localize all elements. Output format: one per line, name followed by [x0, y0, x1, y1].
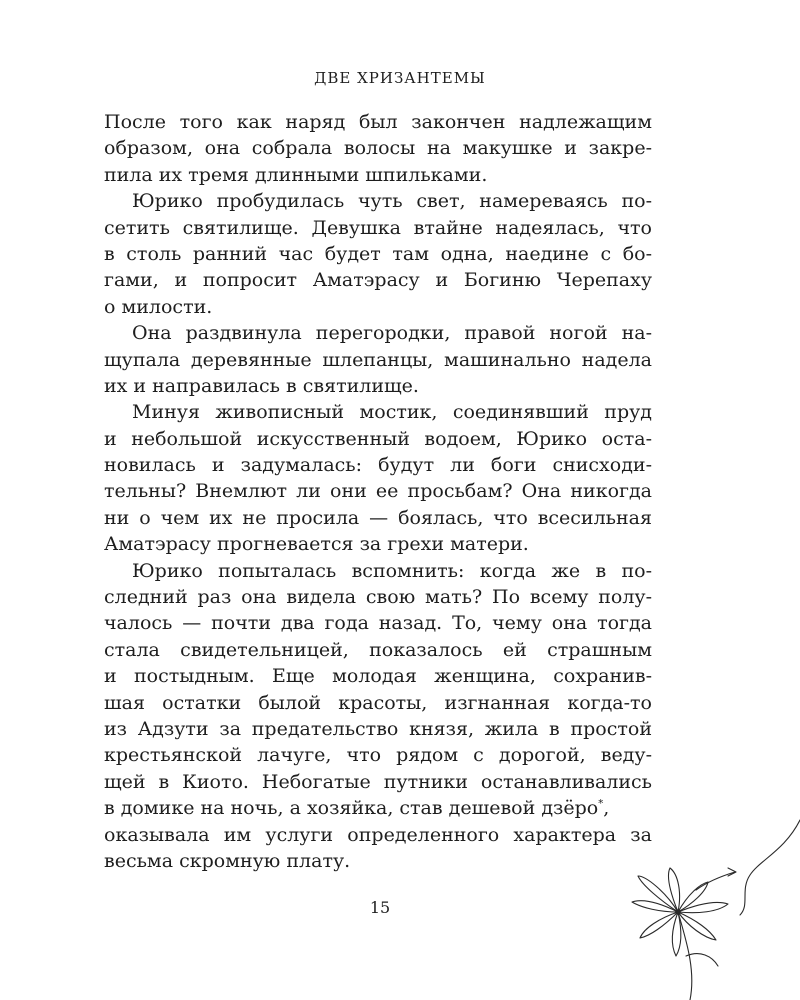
footnote-marker: *	[598, 798, 604, 810]
text-line: гами, и попросит Аматэрасу и Богиню Черепаху	[104, 269, 652, 292]
text-line: следний раз она видела свою мать? По всему полу-	[104, 586, 652, 609]
body-text	[104, 109, 652, 874]
running-head: ДВЕ ХРИЗАНТЕМЫ	[314, 69, 486, 87]
text-line: и постыдным. Еще молодая женщина, сохранив-	[104, 665, 652, 688]
text-line: оказывала им услуги определенного характера за	[104, 823, 652, 846]
text-line: стала свидетельницей, показалось ей страшным	[104, 638, 652, 661]
text-line: щей в Киото. Небогатые путники останавливались	[104, 770, 652, 793]
text-line: о милости.	[104, 295, 213, 318]
text-line: ни о чем их не просила — боялась, что всесильная	[104, 506, 652, 529]
text-line-punctuation: ,	[603, 797, 610, 820]
text-line: сетить святилище. Девушка втайне надеялась, что	[104, 216, 652, 239]
paragraph	[104, 188, 652, 320]
text-line-content: в домике на ночь, а хозяйка, став дешевой дзёро	[104, 797, 599, 820]
flower-ornament-icon	[600, 780, 800, 1000]
text-line: шая остатки былой красоты, изгнанная когда-то	[104, 691, 652, 714]
paragraph	[104, 320, 652, 399]
paragraph	[104, 109, 652, 188]
text-line: Она раздвинула перегородки, правой ногой на-	[132, 322, 652, 345]
text-line: их и направилась в святилище.	[104, 374, 419, 397]
text-line: пила их тремя длинными шпильками.	[104, 163, 488, 186]
text-line: образом, она собрала волосы на макушке и закре-	[104, 137, 652, 160]
paragraph	[104, 399, 652, 557]
text-line-with-footnote	[104, 795, 652, 821]
text-line: щупала деревянные шлепанцы, машинально надела	[104, 348, 652, 371]
text-line: весьма скромную плату.	[104, 849, 351, 872]
text-line: крестьянской лачуге, что рядом с дорогой, веду-	[104, 744, 652, 767]
text-line: новилась и задумалась: будут ли боги снисходи-	[104, 454, 652, 477]
paragraph	[104, 558, 652, 875]
text-line: Минуя живописный мостик, соединявший пруд	[132, 401, 652, 424]
text-line: в столь ранний час будет там одна, наедине с бо-	[104, 242, 652, 265]
text-line: Юрико пробудилась чуть свет, намереваясь по-	[132, 190, 652, 213]
text-line: Аматэрасу прогневается за грехи матери.	[104, 533, 529, 556]
text-line: чалось — почти два года назад. То, чему она тогда	[104, 612, 652, 635]
page-number: 15	[369, 898, 391, 917]
text-line: из Адзути за предательство князя, жила в простой	[104, 717, 652, 740]
text-line: и небольшой искусственный водоем, Юрико оста-	[104, 427, 652, 450]
text-line: Юрико попыталась вспомнить: когда же в по-	[132, 559, 652, 582]
text-line: После того как наряд был закончен надлежащим	[104, 111, 652, 133]
text-line: тельны? Внемлют ли они ее просьбам? Она никогда	[104, 480, 652, 503]
